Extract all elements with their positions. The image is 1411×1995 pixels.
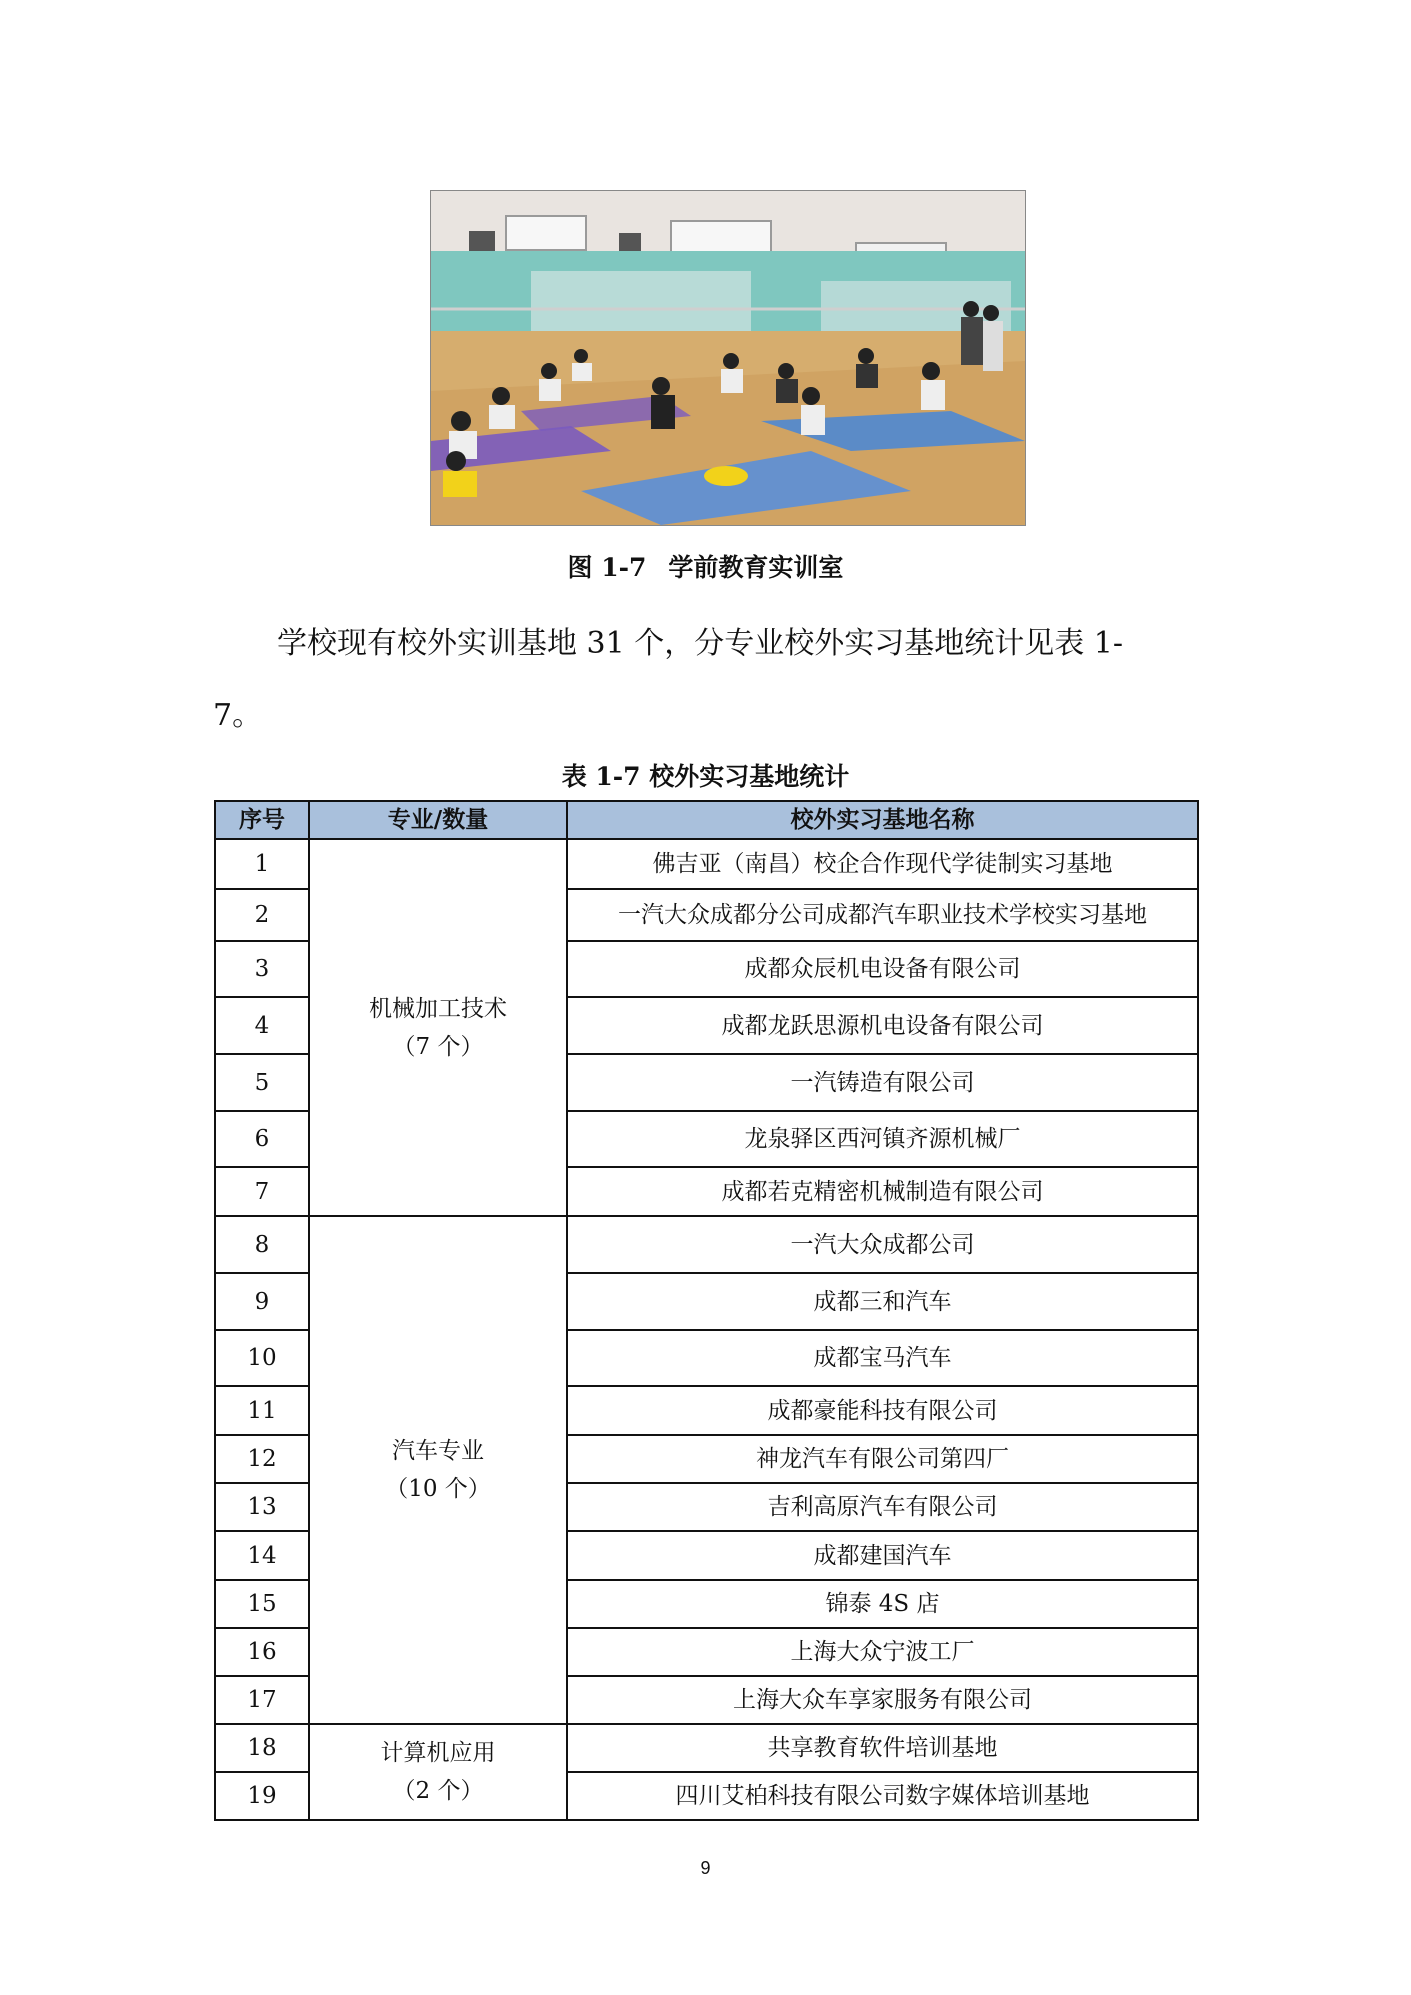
table-row: [215, 839, 1198, 889]
row-base-name: 上海大众车享家服务有限公司: [567, 1676, 1198, 1724]
figure-caption-title: 学前教育实训室: [668, 553, 844, 582]
header-no: 序号: [215, 801, 309, 839]
page-number: 9: [700, 1858, 711, 1878]
row-base-name: 成都三和汽车: [567, 1273, 1198, 1330]
row-no: 8: [215, 1216, 309, 1273]
row-no: 6: [215, 1111, 309, 1167]
row-base-name: 锦泰 4S 店: [567, 1580, 1198, 1628]
category-count: （10 个）: [385, 1476, 491, 1502]
paragraph-line-1: 学校现有校外实训基地 31 个，分专业校外实习基地统计见表 1-: [277, 626, 1124, 661]
row-no: 12: [215, 1435, 309, 1483]
header-base-name: 校外实习基地名称: [567, 801, 1198, 839]
row-base-name: 成都豪能科技有限公司: [567, 1386, 1198, 1435]
row-no: 3: [215, 941, 309, 997]
row-no: 15: [215, 1580, 309, 1628]
classroom-photo: [430, 190, 1026, 526]
row-base-name: 成都建国汽车: [567, 1531, 1198, 1580]
row-base-name: 龙泉驿区西河镇齐源机械厂: [567, 1111, 1198, 1167]
category-count: （7 个）: [392, 1033, 484, 1060]
row-no: 13: [215, 1483, 309, 1531]
row-base-name: 佛吉亚（南昌）校企合作现代学徒制实习基地: [567, 839, 1198, 889]
row-no: 9: [215, 1273, 309, 1330]
header-major: 专业/数量: [309, 801, 567, 839]
row-no: 19: [215, 1772, 309, 1820]
row-no: 5: [215, 1054, 309, 1111]
row-base-name: 一汽铸造有限公司: [567, 1054, 1198, 1111]
row-base-name: 神龙汽车有限公司第四厂: [567, 1435, 1198, 1483]
row-base-name: 一汽大众成都公司: [567, 1216, 1198, 1273]
row-base-name: 成都龙跃思源机电设备有限公司: [567, 997, 1198, 1054]
training-bases-table: [214, 800, 1199, 1821]
row-base-name: 成都宝马汽车: [567, 1330, 1198, 1386]
table-title: 表 1-7 校外实习基地统计: [561, 762, 850, 791]
row-no: 18: [215, 1724, 309, 1772]
row-no: 11: [215, 1386, 309, 1435]
table-row: [215, 1724, 1198, 1772]
classroom-photo-illustration: [431, 191, 1025, 525]
row-no: 4: [215, 997, 309, 1054]
figure-caption-label: 图 1-7: [567, 553, 647, 582]
category-cell-automotive: [309, 1216, 567, 1724]
paragraph-line-2: 7。: [213, 698, 263, 733]
row-base-name: 一汽大众成都分公司成都汽车职业技术学校实习基地: [567, 889, 1198, 941]
row-no: 17: [215, 1676, 309, 1724]
figure-caption: [0, 548, 1411, 584]
row-base-name: 上海大众宁波工厂: [567, 1628, 1198, 1676]
row-no: 16: [215, 1628, 309, 1676]
table-header-row: [215, 801, 1198, 839]
body-paragraph: [213, 608, 1203, 752]
row-no: 2: [215, 889, 309, 941]
category-name: 计算机应用: [380, 1740, 496, 1766]
row-base-name: 吉利高原汽车有限公司: [567, 1483, 1198, 1531]
row-base-name: 共享教育软件培训基地: [567, 1724, 1198, 1772]
row-base-name: 四川艾柏科技有限公司数字媒体培训基地: [567, 1772, 1198, 1820]
category-cell-machining: [309, 839, 567, 1216]
row-no: 14: [215, 1531, 309, 1580]
category-name: 机械加工技术: [369, 995, 507, 1022]
row-base-name: 成都若克精密机械制造有限公司: [567, 1167, 1198, 1216]
category-cell-computer: [309, 1724, 567, 1820]
row-no: 7: [215, 1167, 309, 1216]
table-row: [215, 1216, 1198, 1273]
row-no: 1: [215, 839, 309, 889]
row-no: 10: [215, 1330, 309, 1386]
category-name: 汽车专业: [392, 1438, 484, 1464]
row-base-name: 成都众辰机电设备有限公司: [567, 941, 1198, 997]
category-count: （2 个）: [392, 1778, 484, 1804]
